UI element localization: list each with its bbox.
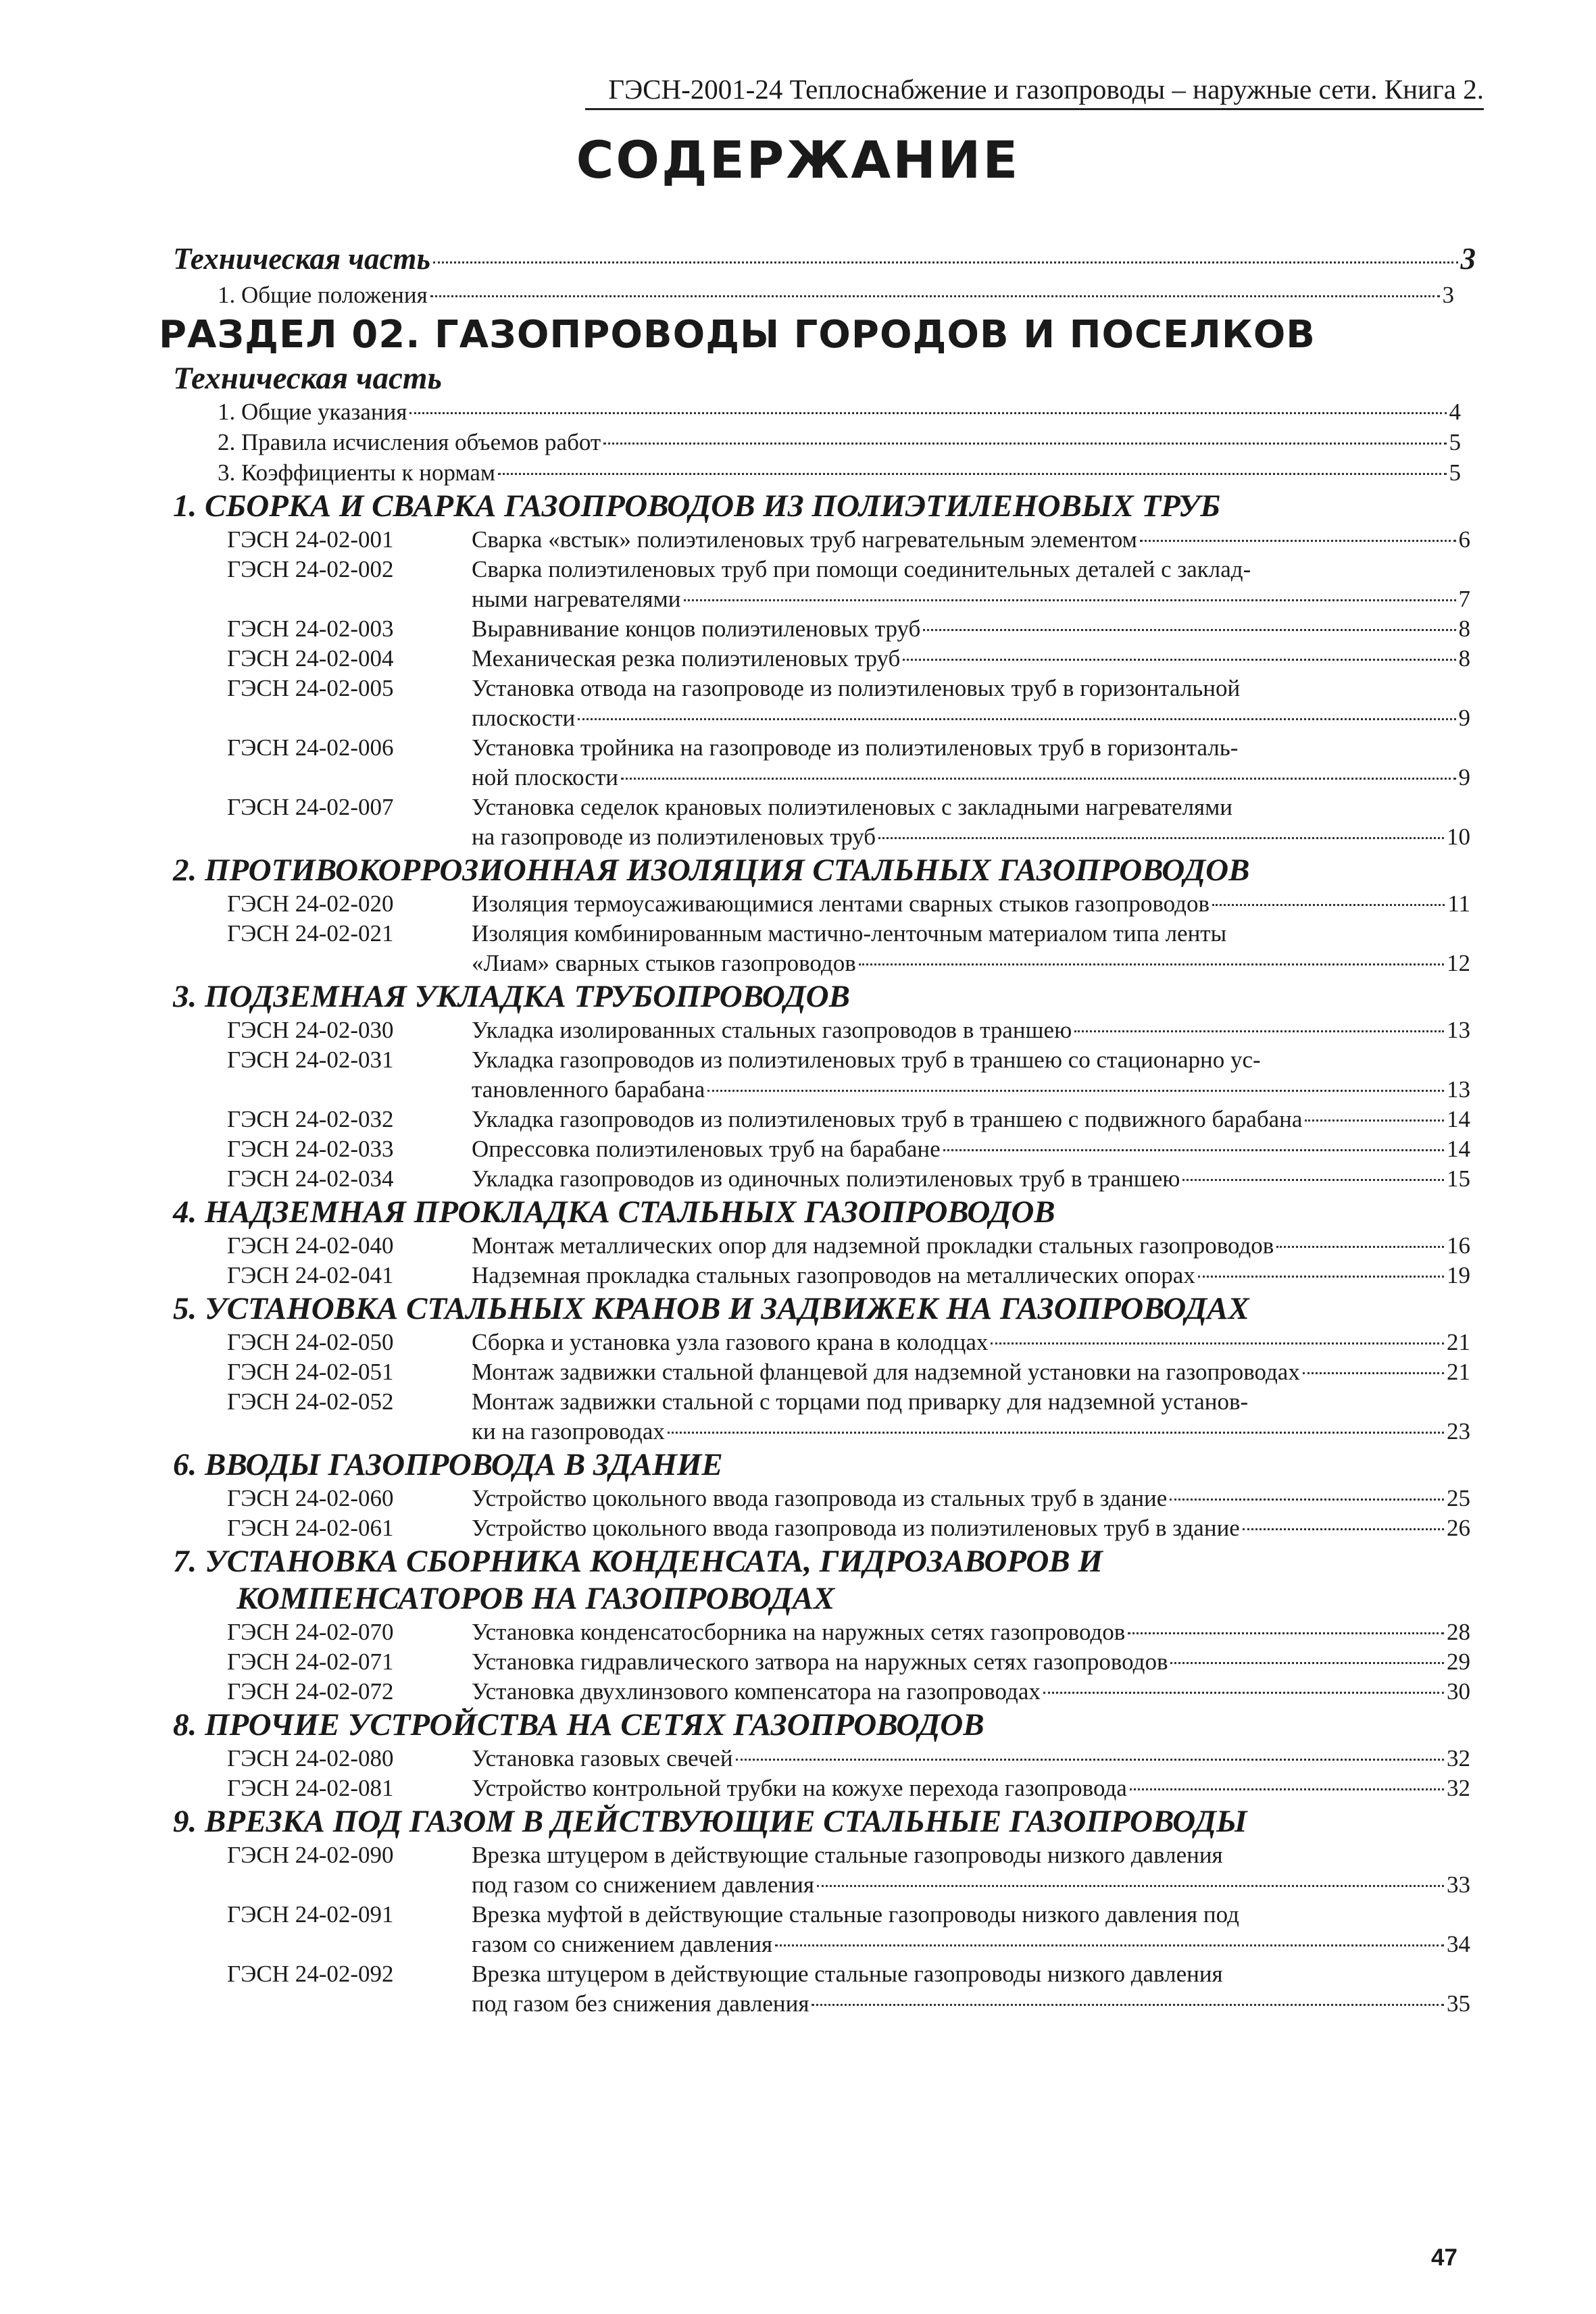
toc-page-number: 11 — [1447, 890, 1470, 917]
dot-leader — [943, 1149, 1444, 1151]
entry-line: Монтаж задвижки стальной с торцами под приварку для надземной установ- — [472, 1388, 1249, 1415]
norm-code: ГЭСН 24-02-007 — [227, 794, 394, 820]
dot-leader — [1128, 1632, 1444, 1634]
toc-tech-item[interactable] — [0, 457, 1596, 488]
entry-description — [472, 1677, 1470, 1707]
toc-page-number: 33 — [1447, 1871, 1470, 1898]
norm-code: ГЭСН 24-02-080 — [227, 1745, 394, 1771]
dot-leader — [621, 778, 1456, 780]
toc-page-number: 21 — [1447, 1359, 1470, 1385]
dot-leader — [1130, 1788, 1444, 1790]
toc-entry-title: плоскости — [472, 705, 576, 731]
toc-entry-title: Сборка и установка узла газового крана в колодцах — [472, 1329, 989, 1355]
part-title: РАЗДЕЛ 02. ГАЗОПРОВОДЫ ГОРОДОВ И ПОСЕЛКОВ — [159, 313, 1316, 357]
norm-code: ГЭСН 24-02-001 — [227, 526, 394, 553]
section-heading: 8. ПРОЧИЕ УСТРОЙСТВА НА СЕТЯХ ГАЗОПРОВОДОВ — [173, 1707, 984, 1742]
toc-entry[interactable] — [0, 1744, 1596, 1774]
entry-description — [472, 1231, 1470, 1261]
toc-entry-title: ной плоскости — [472, 764, 618, 790]
entry-description — [472, 1647, 1470, 1677]
toc-entry-title: Надземная прокладка стальных газопроводов на металлических опорах — [472, 1262, 1195, 1288]
toc-page-number: 3 — [1460, 242, 1476, 276]
toc-entry-title: газом со снижением давления — [472, 1931, 773, 1957]
toc-entry-title: Устройство контрольной трубки на кожухе перехода газопровода — [472, 1775, 1127, 1801]
toc-entry-title: Сварка «встык» полиэтиленовых труб нагревательным элементом — [472, 526, 1137, 553]
norm-code: ГЭСН 24-02-061 — [227, 1515, 394, 1541]
entry-description — [472, 614, 1470, 644]
dot-leader — [409, 412, 1446, 414]
dot-leader — [1182, 1179, 1444, 1181]
toc-page-number: 28 — [1447, 1619, 1470, 1645]
norm-code: ГЭСН 24-02-034 — [227, 1165, 394, 1192]
dot-leader — [775, 1944, 1444, 1946]
norm-code: ГЭСН 24-02-092 — [227, 1961, 394, 1987]
norm-code: ГЭСН 24-02-040 — [227, 1232, 394, 1259]
norm-code: ГЭСН 24-02-004 — [227, 645, 394, 672]
toc-tech-item[interactable] — [0, 427, 1596, 457]
dot-leader — [1198, 1276, 1444, 1278]
norm-code: ГЭСН 24-02-041 — [227, 1262, 394, 1288]
norm-code: ГЭСН 24-02-090 — [227, 1842, 394, 1868]
toc-entry-title: под газом со снижением давления — [472, 1871, 814, 1898]
toc-sections — [0, 488, 1596, 2019]
toc-entry-title: 1. Общие положения — [218, 282, 428, 308]
dot-leader — [603, 443, 1446, 445]
entry-description — [472, 1744, 1470, 1774]
dot-leader — [707, 1090, 1444, 1092]
dot-leader — [668, 1432, 1444, 1434]
entry-description — [472, 644, 1470, 674]
toc-entry[interactable] — [0, 525, 1596, 555]
entry-description — [472, 1840, 1470, 1900]
toc-entry[interactable] — [0, 793, 1596, 852]
toc-entry[interactable] — [0, 919, 1596, 978]
toc-entry[interactable] — [0, 1840, 1596, 1900]
entry-line: Врезка муфтой в действующие стальные газопроводы низкого давления под — [472, 1901, 1239, 1928]
toc-page-number: 13 — [1447, 1017, 1470, 1043]
entry-line: Установка тройника на газопроводе из полиэтиленовых труб в горизонталь- — [472, 734, 1239, 761]
norm-code: ГЭСН 24-02-051 — [227, 1359, 394, 1385]
entry-description — [472, 1105, 1470, 1134]
toc-entry-title: Установка гидравлического затвора на наружных сетях газопроводов — [472, 1649, 1168, 1675]
toc-entry[interactable] — [0, 1387, 1596, 1447]
entry-line: Укладка газопроводов из полиэтиленовых труб в траншею со стационарно ус- — [472, 1047, 1261, 1073]
dot-leader — [991, 1342, 1444, 1344]
toc-page-number: 9 — [1458, 764, 1470, 790]
section-heading: 7. УСТАНОВКА СБОРНИКА КОНДЕНСАТА, ГИДРОЗАВОРОВ И — [173, 1544, 1103, 1579]
entry-description — [472, 793, 1470, 852]
norm-code: ГЭСН 24-02-006 — [227, 734, 394, 761]
dot-leader — [1140, 540, 1456, 542]
toc-page-number: 14 — [1447, 1106, 1470, 1132]
toc-entry-title: Установка двухлинзового компенсатора на газопроводах — [472, 1678, 1041, 1705]
toc-entry[interactable] — [0, 1105, 1596, 1134]
toc-page-number: 15 — [1447, 1165, 1470, 1192]
toc-page-number: 4 — [1449, 399, 1461, 425]
dot-leader — [1276, 1246, 1444, 1248]
toc-entry[interactable] — [0, 733, 1596, 793]
dot-leader — [817, 1885, 1444, 1887]
entry-line: Сварка полиэтиленовых труб при помощи соединительных деталей с заклад- — [472, 556, 1251, 582]
toc-entry-title: 1. Общие указания — [218, 399, 407, 425]
toc-entry-title: Выравнивание концов полиэтиленовых труб — [472, 615, 921, 642]
entry-description — [472, 889, 1470, 919]
toc-entry-title: Техническая часть — [173, 242, 431, 276]
norm-code: ГЭСН 24-02-070 — [227, 1619, 394, 1645]
entry-description — [472, 1617, 1470, 1647]
toc-page-number: 5 — [1449, 459, 1461, 486]
toc-entry[interactable] — [0, 1647, 1596, 1677]
section-heading: 4. НАДЗЕМНАЯ ПРОКЛАДКА СТАЛЬНЫХ ГАЗОПРОВОДОВ — [173, 1194, 1055, 1230]
norm-code: ГЭСН 24-02-081 — [227, 1775, 394, 1801]
page-title: СОДЕРЖАНИЕ — [576, 130, 1020, 190]
toc-entry-title: Монтаж задвижки стальной фланцевой для надземной установки на газопроводах — [472, 1359, 1300, 1385]
toc-entry[interactable] — [0, 1231, 1596, 1261]
entry-description — [472, 1045, 1470, 1105]
toc-page-number: 9 — [1458, 705, 1470, 731]
toc-page-number: 19 — [1447, 1262, 1470, 1288]
toc-entry[interactable] — [0, 1959, 1596, 2019]
table-of-contents — [0, 241, 1596, 2019]
toc-entry-title: Изоляция термоусаживающимися лентами сварных стыков газопроводов — [472, 890, 1210, 917]
toc-page-number: 21 — [1447, 1329, 1470, 1355]
toc-entry-title: Устройство цокольного ввода газопровода из стальных труб в здание — [472, 1485, 1168, 1511]
toc-entry[interactable] — [0, 1513, 1596, 1543]
entry-description — [472, 1959, 1470, 2019]
toc-page-number: 16 — [1447, 1232, 1470, 1259]
toc-entry-title: 3. Коэффициенты к нормам — [218, 459, 496, 486]
toc-entry[interactable] — [0, 1617, 1596, 1647]
entry-line: Врезка штуцером в действующие стальные газопроводы низкого давления — [472, 1842, 1223, 1868]
toc-page-number: 23 — [1447, 1418, 1470, 1444]
entry-description — [472, 1164, 1470, 1194]
dot-leader — [1043, 1692, 1444, 1694]
norm-code: ГЭСН 24-02-060 — [227, 1485, 394, 1511]
section-heading: 3. ПОДЗЕМНАЯ УКЛАДКА ТРУБОПРОВОДОВ — [173, 979, 850, 1014]
toc-page-number: 30 — [1447, 1678, 1470, 1705]
toc-page-number: 32 — [1447, 1775, 1470, 1801]
dot-leader — [430, 295, 1440, 297]
norm-code: ГЭСН 24-02-032 — [227, 1106, 394, 1132]
toc-entry-title: под газом без снижения давления — [472, 1990, 809, 2017]
toc-page-number: 13 — [1447, 1076, 1470, 1103]
section-heading: 6. ВВОДЫ ГАЗОПРОВОДА В ЗДАНИЕ — [173, 1447, 723, 1482]
toc-page-number: 5 — [1449, 429, 1461, 455]
toc-entry[interactable] — [0, 1328, 1596, 1357]
toc-page-number: 12 — [1447, 950, 1470, 976]
dot-leader — [923, 629, 1455, 631]
dot-leader — [1074, 1030, 1444, 1032]
entry-description — [472, 1261, 1470, 1290]
toc-page-number: 10 — [1447, 824, 1470, 850]
toc-entry-title: Механическая резка полиэтиленовых труб — [472, 645, 901, 672]
entry-description — [472, 525, 1470, 555]
toc-page-number: 34 — [1447, 1931, 1470, 1957]
section-heading-continued: КОМПЕНСАТОРОВ НА ГАЗОПРОВОДАХ — [236, 1581, 835, 1616]
norm-code: ГЭСН 24-02-052 — [227, 1388, 394, 1415]
dot-leader — [1170, 1499, 1444, 1501]
dot-leader — [1305, 1120, 1444, 1122]
toc-page-number: 26 — [1447, 1515, 1470, 1541]
norm-code: ГЭСН 24-02-002 — [227, 556, 394, 582]
norm-code: ГЭСН 24-02-003 — [227, 615, 394, 642]
section-heading: 1. СБОРКА И СВАРКА ГАЗОПРОВОДОВ ИЗ ПОЛИЭТИЛЕНОВЫХ ТРУБ — [173, 488, 1221, 524]
entry-description — [472, 1328, 1470, 1357]
dot-leader — [878, 837, 1444, 839]
toc-page-number: 29 — [1447, 1649, 1470, 1675]
toc-page-number: 25 — [1447, 1485, 1470, 1511]
dot-leader — [812, 2004, 1444, 2006]
toc-entry[interactable] — [0, 1164, 1596, 1194]
toc-entry-title: Установка конденсатосборника на наружных сетях газопроводов — [472, 1619, 1126, 1645]
dot-leader — [684, 599, 1456, 601]
toc-entry[interactable] — [0, 889, 1596, 919]
toc-entry-title: Укладка изолированных стальных газопроводов в траншею — [472, 1017, 1072, 1043]
entry-description — [472, 1357, 1470, 1387]
dot-leader — [1212, 904, 1445, 906]
entry-description — [472, 1134, 1470, 1164]
toc-entry-title: тановленного барабана — [472, 1076, 705, 1103]
toc-entry[interactable] — [0, 1015, 1596, 1045]
toc-entry[interactable] — [0, 1677, 1596, 1707]
toc-entry[interactable] — [0, 1134, 1596, 1164]
toc-entry[interactable] — [0, 1774, 1596, 1803]
entry-line: Врезка штуцером в действующие стальные газопроводы низкого давления — [472, 1961, 1223, 1987]
toc-entry[interactable] — [0, 674, 1596, 733]
toc-entry-title: «Лиам» сварных стыков газопроводов — [472, 950, 856, 976]
toc-entry[interactable] — [0, 1261, 1596, 1290]
entry-description — [472, 1900, 1470, 1959]
toc-entry-title: 2. Правила исчисления объемов работ — [218, 429, 601, 455]
dot-leader — [498, 473, 1446, 475]
norm-code: ГЭСН 24-02-021 — [227, 920, 394, 947]
toc-entry-title: ными нагревателями — [472, 586, 681, 612]
toc-page-number: 8 — [1458, 615, 1470, 642]
section-heading: 9. ВРЕЗКА ПОД ГАЗОМ В ДЕЙСТВУЮЩИЕ СТАЛЬНЫЕ ГАЗОПРОВОДЫ — [173, 1804, 1247, 1839]
norm-code: ГЭСН 24-02-020 — [227, 890, 394, 917]
entry-description — [472, 1015, 1470, 1045]
toc-entry[interactable] — [0, 1900, 1596, 1959]
toc-entry[interactable] — [0, 644, 1596, 674]
norm-code: ГЭСН 24-02-071 — [227, 1649, 394, 1675]
section-heading: 5. УСТАНОВКА СТАЛЬНЫХ КРАНОВ И ЗАДВИЖЕК НА ГАЗОПРОВОДАХ — [173, 1291, 1249, 1326]
toc-page-number: 32 — [1447, 1745, 1470, 1771]
dot-leader — [1303, 1372, 1444, 1374]
toc-tech-part[interactable] — [0, 241, 1476, 280]
toc-entry-title: ки на газопроводах — [472, 1418, 665, 1444]
toc-page-number: 3 — [1442, 282, 1454, 308]
dot-leader — [578, 718, 1455, 720]
part-tech-items — [0, 397, 1596, 488]
page-number: 47 — [1431, 2244, 1457, 2271]
entry-description — [472, 733, 1470, 793]
norm-code: ГЭСН 24-02-031 — [227, 1047, 394, 1073]
toc-page-number: 7 — [1458, 586, 1470, 612]
dot-leader — [736, 1759, 1444, 1761]
part-tech-part-label: Техническая часть — [173, 361, 442, 396]
toc-entry[interactable] — [0, 1484, 1596, 1513]
entry-description — [472, 674, 1470, 733]
norm-code: ГЭСН 24-02-050 — [227, 1329, 394, 1355]
toc-entry[interactable] — [0, 1357, 1596, 1387]
entry-description — [472, 555, 1470, 614]
norm-code: ГЭСН 24-02-033 — [227, 1136, 394, 1162]
norm-code: ГЭСН 24-02-005 — [227, 675, 394, 701]
dot-leader — [433, 261, 1457, 263]
entry-description — [472, 1774, 1470, 1803]
toc-page-number: 35 — [1447, 1990, 1470, 2017]
toc-entry-title: Укладка газопроводов из полиэтиленовых труб в траншею с подвижного барабана — [472, 1106, 1303, 1132]
entry-line: Установка отвода на газопроводе из полиэтиленовых труб в горизонтальной — [472, 675, 1241, 701]
entry-description — [472, 1387, 1470, 1447]
dot-leader — [1243, 1528, 1444, 1530]
toc-entry[interactable] — [0, 614, 1596, 644]
norm-code: ГЭСН 24-02-072 — [227, 1678, 394, 1705]
norm-code: ГЭСН 24-02-091 — [227, 1901, 394, 1928]
toc-entry-title: Укладка газопроводов из одиночных полиэтиленовых труб в траншею — [472, 1165, 1180, 1192]
running-header: ГЭСН-2001-24 Теплоснабжение и газопроводы – наружные сети. Книга 2. — [585, 73, 1484, 110]
entry-line: Установка седелок крановых полиэтиленовых с закладными нагревателями — [472, 794, 1233, 820]
entry-description — [472, 1484, 1470, 1513]
entry-description — [472, 919, 1470, 978]
norm-code: ГЭСН 24-02-030 — [227, 1017, 394, 1043]
section-heading: 2. ПРОТИВОКОРРОЗИОННАЯ ИЗОЛЯЦИЯ СТАЛЬНЫХ ГАЗОПРОВОДОВ — [173, 853, 1250, 888]
toc-entry-title: на газопроводе из полиэтиленовых труб — [472, 824, 876, 850]
toc-general-provisions[interactable] — [0, 280, 1596, 310]
toc-entry-title: Устройство цокольного ввода газопровода из полиэтиленовых труб в здание — [472, 1515, 1240, 1541]
entry-description — [472, 1513, 1470, 1543]
toc-page-number: 14 — [1447, 1136, 1470, 1162]
toc-entry[interactable] — [0, 555, 1596, 614]
dot-leader — [1170, 1662, 1444, 1664]
dot-leader — [859, 963, 1444, 965]
entry-line: Изоляция комбинированным мастично-ленточным материалом типа ленты — [472, 920, 1227, 947]
toc-entry[interactable] — [0, 1045, 1596, 1105]
toc-page-number: 8 — [1458, 645, 1470, 672]
toc-page-number: 6 — [1458, 526, 1470, 553]
toc-tech-item[interactable] — [0, 397, 1596, 427]
toc-entry-title: Установка газовых свечей — [472, 1745, 733, 1771]
toc-entry-title: Опрессовка полиэтиленовых труб на барабане — [472, 1136, 941, 1162]
toc-entry-title: Монтаж металлических опор для надземной прокладки стальных газопроводов — [472, 1232, 1274, 1259]
dot-leader — [903, 659, 1455, 661]
